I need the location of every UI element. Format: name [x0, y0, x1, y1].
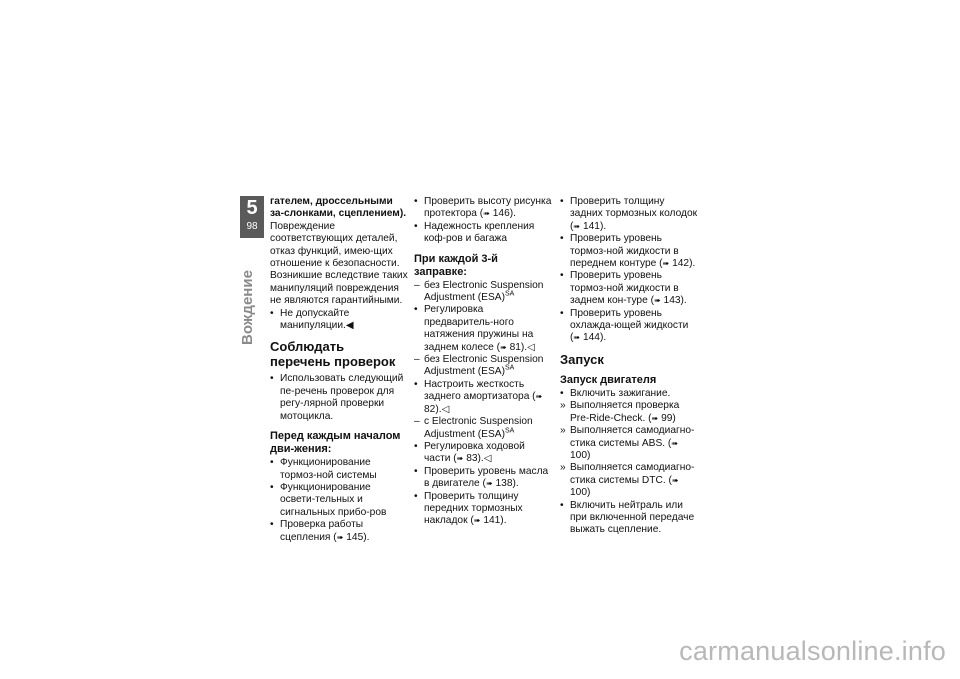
- bullet: •: [414, 304, 418, 316]
- page-ref: 144).: [582, 332, 607, 344]
- end-mark: ◀: [345, 320, 354, 332]
- reference-arrow-icon: ➠: [336, 532, 344, 542]
- bullet: •: [560, 387, 564, 399]
- subheading: Запуск двигателя: [560, 373, 657, 386]
- list-item: [560, 270, 698, 307]
- condition-text: с Electronic Suspension Adjustment (ESA): [424, 416, 533, 440]
- subheading: Перед каждым началом дви-жения:: [270, 430, 401, 456]
- bullet: •: [270, 373, 274, 385]
- column-1: [270, 196, 408, 544]
- page-ref: 141).: [582, 220, 607, 232]
- sa-superscript: SA: [504, 365, 515, 373]
- reference-arrow-icon: ➠: [653, 296, 661, 306]
- bullet: •: [270, 481, 274, 493]
- watermark: carmanualsonline.info: [679, 636, 946, 666]
- bullet-text: Проверить высоту рисунка протектора (: [424, 196, 552, 220]
- page-ref: 138).: [495, 478, 519, 490]
- reference-arrow-icon: ➠: [483, 209, 490, 219]
- condition-item: [414, 416, 552, 441]
- result-text: Выполняется самодиагно-стика системы DTC. (: [570, 462, 695, 486]
- dash: –: [414, 416, 420, 428]
- column-3: [560, 196, 698, 537]
- reference-arrow-icon: ➠: [573, 221, 581, 231]
- list-item: [414, 491, 552, 528]
- bullet: •: [560, 307, 564, 319]
- bullet-text: Надежность крепления коф-ров и багажа: [424, 220, 535, 245]
- bullet-text: Проверить уровень масла в двигателе (: [424, 465, 549, 490]
- condition-item: [414, 280, 552, 305]
- bullet-text: Регулировка ходовой части (: [424, 440, 525, 465]
- page-ref: 99): [661, 412, 676, 424]
- bullet-text: Функционирование освети-тельных и сигнальных прибо-ров: [280, 481, 387, 518]
- bullet-text: Использовать следующий пе-речень проверок для регу-лярной проверки мотоцикла.: [280, 373, 404, 422]
- chapter-number: 5: [246, 197, 258, 219]
- result-item: [560, 400, 698, 425]
- bullet: •: [414, 196, 418, 207]
- list-item: [270, 457, 408, 482]
- list-item: [414, 379, 552, 416]
- reference-arrow-icon: ➠: [535, 392, 543, 402]
- page-ref: 100): [570, 449, 591, 461]
- reference-arrow-icon: ➠: [473, 516, 481, 526]
- result-mark: »: [560, 462, 566, 474]
- bullet-text: Настроить жесткость заднего амортизатора (: [424, 378, 536, 403]
- bullet-text: Проверить уровень тормоз-ной жидкости в заднем кон-туре (: [570, 270, 679, 307]
- bullet: •: [560, 196, 564, 207]
- end-mark: ◁: [527, 341, 535, 353]
- list-item: [414, 441, 552, 466]
- list-item: [414, 304, 552, 354]
- reference-arrow-icon: ➠: [485, 479, 493, 489]
- bullet: •: [270, 519, 274, 531]
- dash: –: [414, 279, 420, 291]
- page-ref: 146).: [492, 208, 516, 220]
- list-item: [560, 196, 698, 233]
- list-item: [414, 221, 552, 246]
- section-heading: Соблюдать перечень проверок: [270, 339, 396, 370]
- bullet-text: Проверить толщину передних тормозных накладок (: [424, 490, 523, 527]
- page-ref: 145).: [346, 531, 370, 543]
- list-item: [414, 196, 552, 221]
- bullet-text: Проверить толщину задних тормозных колодок (: [570, 196, 698, 232]
- chapter-tab: [240, 196, 264, 238]
- result-text: Выполняется самодиагно-стика системы ABS. (: [570, 425, 695, 449]
- end-mark: ◁: [441, 403, 450, 415]
- page-number: 98: [246, 221, 258, 232]
- bullet: •: [560, 233, 564, 245]
- list-item: [414, 466, 552, 491]
- bullet-text: Не допускайте манипуляции.: [280, 307, 350, 332]
- bullet-text: Включить зажигание.: [570, 387, 671, 399]
- result-item: [560, 425, 698, 462]
- reference-arrow-icon: ➠: [671, 438, 679, 448]
- dash: –: [414, 354, 420, 366]
- condition-text: без Electronic Suspension Adjustment (ESA): [424, 354, 544, 378]
- list-item: [560, 388, 698, 400]
- bullet-text: Проверить уровень охлажда-ющей жидкости (: [570, 307, 689, 344]
- bullet: •: [414, 378, 418, 390]
- bullet-text: Проверить уровень тормоз-ной жидкости в переднем контуре (: [570, 233, 679, 270]
- reference-arrow-icon: ➠: [651, 413, 659, 423]
- column-2: [414, 196, 552, 528]
- list-item: [270, 373, 408, 423]
- reference-arrow-icon: ➠: [456, 454, 464, 464]
- list-item: [270, 482, 408, 519]
- bullet-text: Включить нейтраль или при включенной передаче выжать сцепление.: [570, 499, 695, 536]
- sa-superscript: SA: [504, 290, 515, 298]
- intro-text: Повреждение соответствующих деталей, отказ функций, имею-щих отношение к безопасности. Возникшие вследствие таких манипуляций повреждения не являются гарантийными.: [270, 220, 408, 307]
- reference-arrow-icon: ➠: [500, 342, 507, 352]
- page-ref: 100): [570, 487, 591, 499]
- page-ref: 142).: [672, 258, 696, 270]
- bullet: •: [270, 307, 274, 319]
- intro-bold: гателем, дроссельными за-слонками, сцеплением).: [270, 196, 407, 220]
- page-ref: 83).: [466, 453, 484, 465]
- bullet: •: [560, 499, 564, 511]
- page-ref: 81).: [509, 341, 528, 353]
- bullet: •: [414, 465, 418, 477]
- reference-arrow-icon: ➠: [671, 475, 679, 485]
- bullet: •: [414, 490, 418, 502]
- sa-superscript: SA: [504, 427, 515, 435]
- bullet-text: Проверка работы сцепления: [280, 519, 364, 543]
- reference-arrow-icon: ➠: [662, 259, 670, 269]
- list-item: [560, 500, 698, 537]
- condition-item: [414, 354, 552, 379]
- section-label: Вождение: [239, 270, 256, 345]
- bullet: •: [270, 457, 274, 469]
- end-mark: ◁: [483, 453, 492, 465]
- list-item: [270, 308, 408, 333]
- bullet: •: [414, 440, 418, 452]
- reference-arrow-icon: ➠: [573, 333, 581, 343]
- section-heading: Запуск: [560, 351, 604, 367]
- condition-text: без Electronic Suspension Adjustment (ESA): [424, 279, 544, 304]
- subheading: При каждой 3-й заправке:: [414, 252, 498, 278]
- page-ref: 141).: [483, 515, 507, 527]
- bullet-text: Функционирование тормоз-ной системы: [280, 457, 377, 481]
- list-item: • Проверка работы сцепления (➠ 145).: [270, 519, 370, 543]
- result-mark: »: [560, 425, 566, 437]
- page-ref: 143).: [663, 295, 687, 307]
- list-item: [560, 308, 698, 345]
- page-ref: 82).: [424, 403, 442, 415]
- bullet: •: [414, 220, 418, 232]
- bullet-text: Регулировка предваритель-ного натяжения пружины на заднем колесе (: [424, 304, 534, 353]
- result-mark: »: [560, 400, 566, 412]
- result-item: [560, 462, 698, 499]
- result-text: Выполняется проверка Pre-Ride-Check. (: [570, 400, 680, 424]
- bullet: •: [560, 270, 564, 282]
- list-item: [560, 233, 698, 270]
